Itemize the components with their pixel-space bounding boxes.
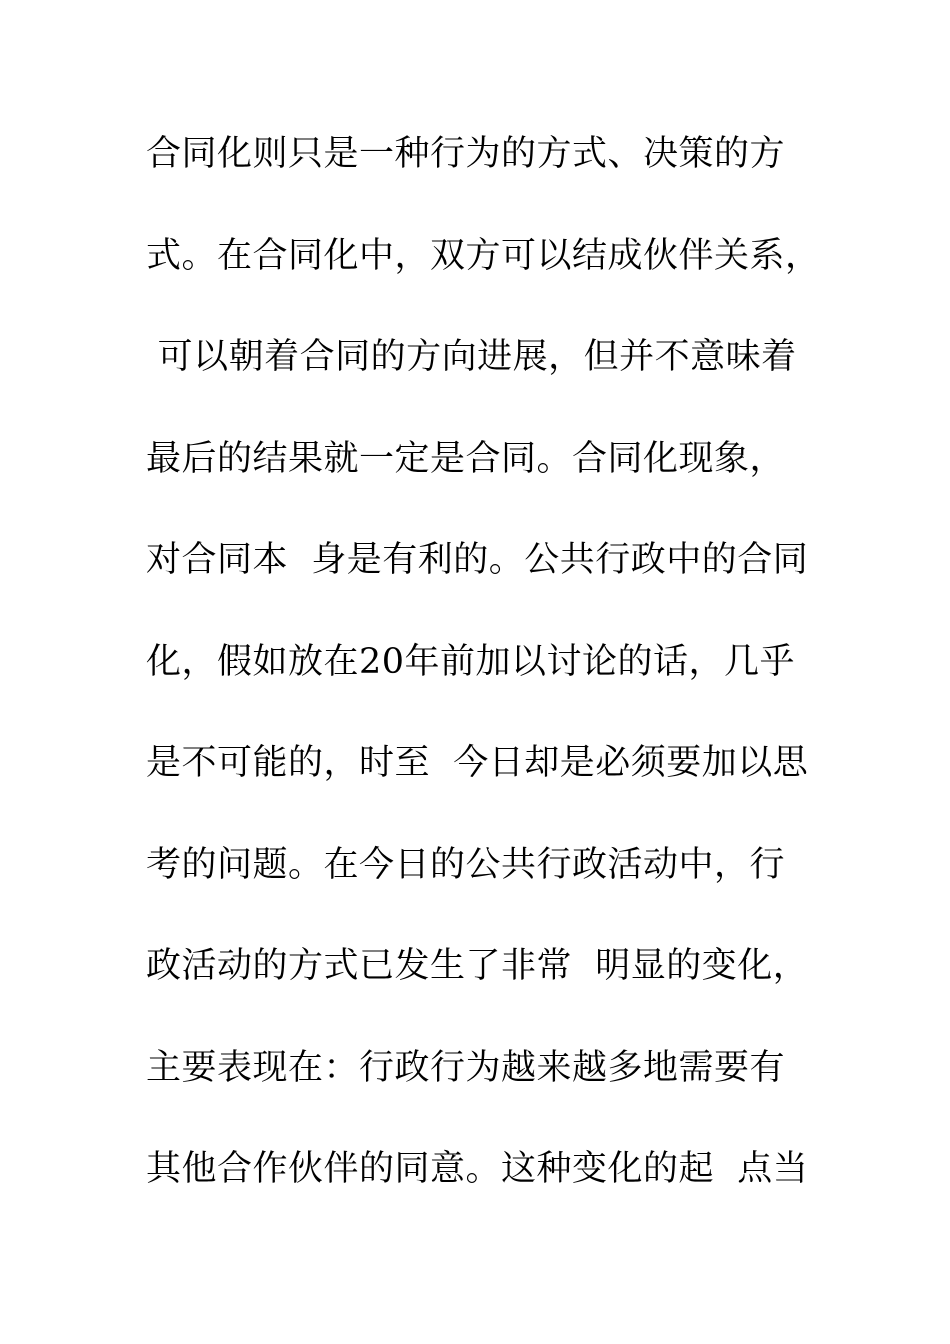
text-line: 其他合作伙伴的同意。这种变化的起 点当: [146, 1149, 809, 1189]
body-text: [146, 128, 821, 1245]
text-line: 可以朝着合同的方向进展，但并不意味着: [146, 337, 797, 377]
text-line: 对合同本 身是有利的。公共行政中的合同: [146, 540, 809, 580]
text-line: 化，假如放在20年前加以讨论的话，几乎: [146, 641, 796, 682]
text-line: 政活动的方式已发生了非常 明显的变化，: [146, 946, 809, 986]
text-line: 主要表现在：行政行为越来越多地需要有: [146, 1047, 786, 1088]
text-line: 最后的结果就一定是合同。合同化现象，: [146, 438, 786, 479]
text-line: 合同化则只是一种行为的方式、决策的方: [146, 134, 786, 174]
text-line: 考的问题。在今日的公共行政活动中，行: [146, 844, 786, 885]
text-line: 式。在合同化中，双方可以结成伙伴关系，: [146, 235, 821, 276]
text-line: 是不可能的，时至 今日却是必须要加以思: [146, 743, 809, 783]
